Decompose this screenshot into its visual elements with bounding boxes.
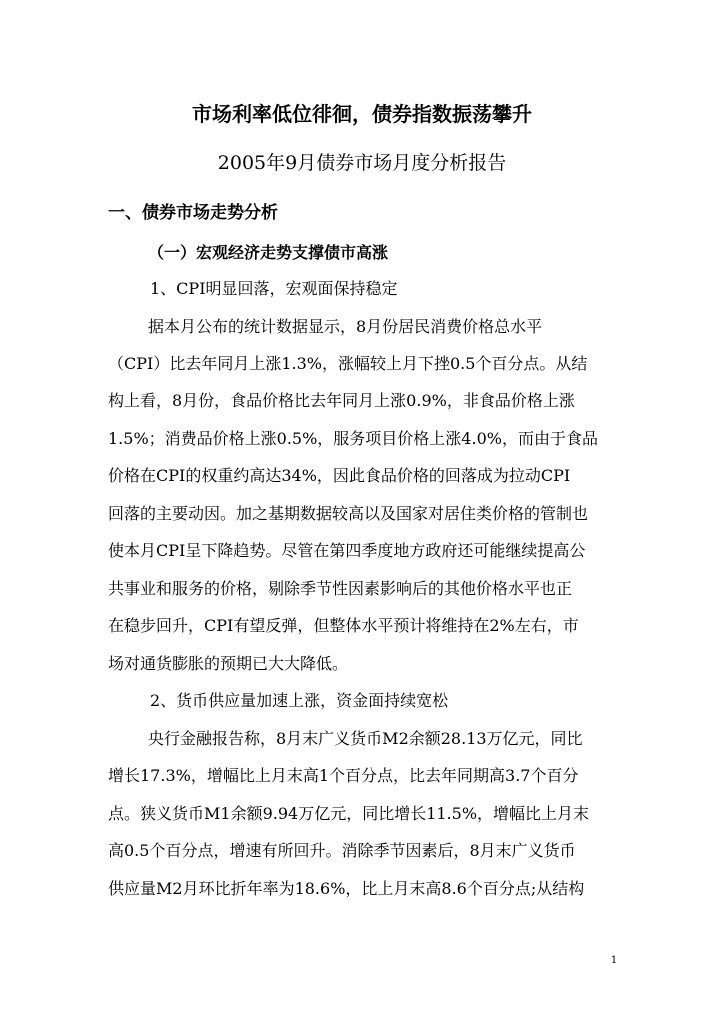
paragraph-line: 央行金融报告称，8月末广义货币M2余额28.13万亿元，同比 bbox=[148, 729, 583, 748]
document-subtitle: 2005年9月债券市场月度分析报告 bbox=[217, 152, 507, 174]
item-heading-cpi: 1、CPI明显回落，宏观面保持稳定 bbox=[150, 279, 398, 298]
paragraph-line: 场对通货膨胀的预期已大大降低。 bbox=[108, 654, 349, 673]
paragraph-line: 回落的主要动因。加之基期数据较高以及国家对居住类价格的管制也 bbox=[108, 504, 589, 523]
paragraph-line: 供应量M2月环比折年率为18.6%，比上月末高8.6个百分点;从结构 bbox=[108, 879, 585, 898]
paragraph-line: 构上看，8月份，食品价格比去年同月上涨0.9%，非食品价格上涨 bbox=[108, 391, 575, 410]
paragraph-line: 1.5%；消费品价格上涨0.5%，服务项目价格上涨4.0%，而由于食品 bbox=[108, 429, 598, 448]
paragraph-line: 点。狭义货币M1余额9.94万亿元，同比增长11.5%，增幅比上月末 bbox=[108, 804, 590, 823]
paragraph-line: （CPI）比去年同月上涨1.3%，涨幅较上月下挫0.5个百分点。从结 bbox=[108, 354, 588, 373]
section-heading: 一、债券市场走势分析 bbox=[108, 203, 278, 223]
document-title: 市场利率低位徘徊，债券指数振荡攀升 bbox=[192, 102, 532, 126]
page-number: 1 bbox=[610, 955, 618, 966]
paragraph-line: 在稳步回升，CPI有望反弹，但整体水平预计将维持在2%左右，市 bbox=[108, 616, 579, 635]
paragraph-line: 价格在CPI的权重约高达34%，因此食品价格的回落成为拉动CPI bbox=[108, 466, 571, 485]
paragraph-line: 增长17.3%，增幅比上月末高1个百分点，比去年同期高3.7个百分 bbox=[108, 766, 579, 785]
paragraph-line: 使本月CPI呈下降趋势。尽管在第四季度地方政府还可能继续提高公 bbox=[108, 541, 586, 560]
paragraph-line: 高0.5个百分点，增速有所回升。消除季节因素后，8月末广义货币 bbox=[108, 841, 576, 860]
paragraph-line: 据本月公布的统计数据显示，8月份居民消费价格总水平 bbox=[148, 317, 543, 336]
item-heading-money-supply: 2、货币供应量加速上涨，资金面持续宽松 bbox=[150, 691, 449, 710]
paragraph-line: 共事业和服务的价格，剔除季节性因素影响后的其他价格水平也正 bbox=[108, 579, 573, 598]
subsection-heading: （一）宏观经济走势支撑债市高涨 bbox=[148, 243, 389, 262]
